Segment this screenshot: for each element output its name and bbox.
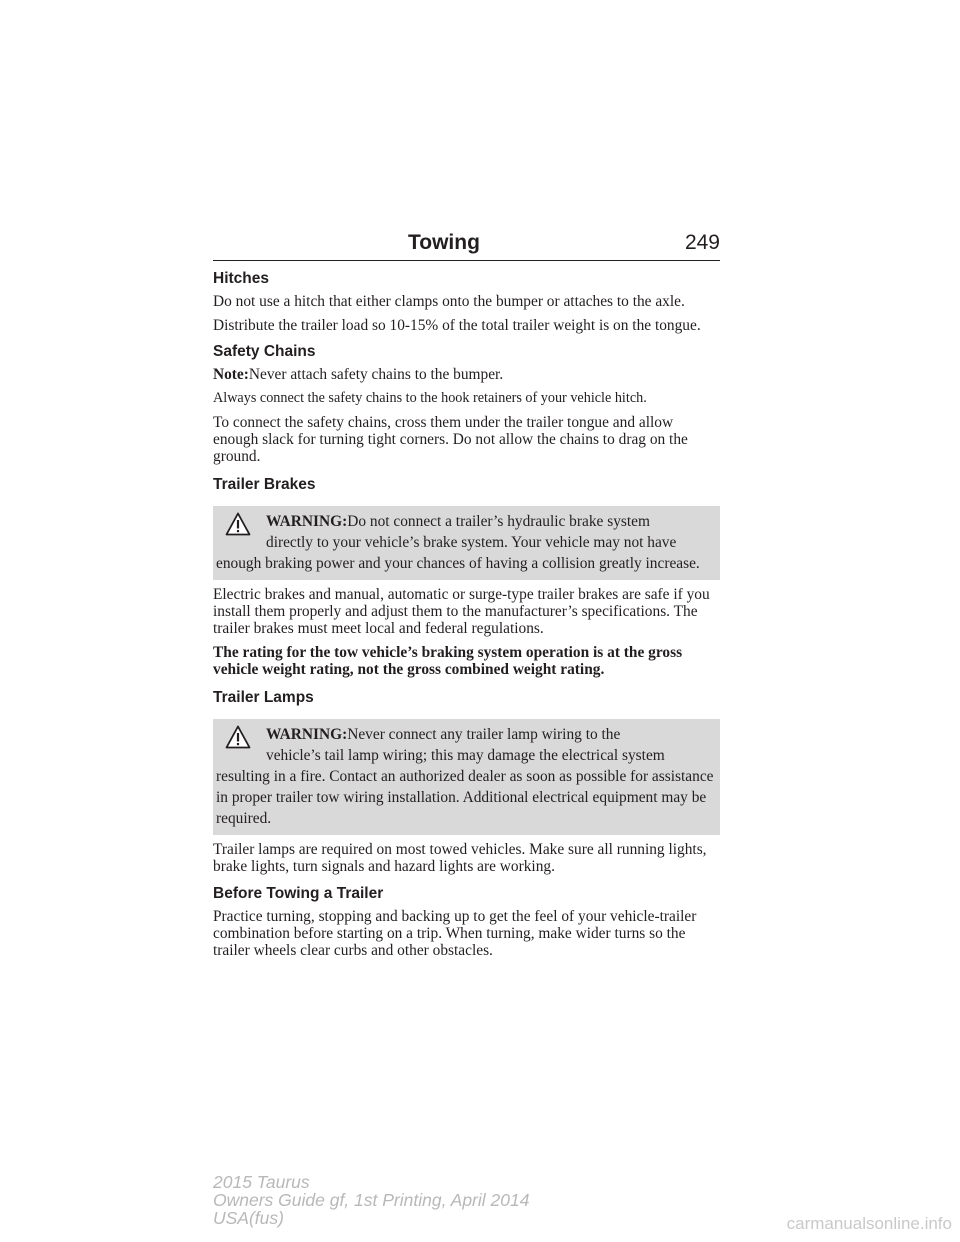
warning-triangle-icon bbox=[225, 512, 251, 536]
trailer-brakes-paragraph-1: Electric brakes and manual, automatic or surge-type trailer brakes are safe if you install them properly and adjust them to the manufacturer’s specifications. The trailer brakes must meet local and federal regulations. bbox=[213, 586, 710, 637]
warning-line-1: Never connect any trailer lamp wiring to the bbox=[347, 726, 621, 743]
warning-text-lamps bbox=[216, 724, 717, 829]
page-footer bbox=[213, 1173, 529, 1227]
footer-market: USA(fus) bbox=[213, 1208, 284, 1228]
footer-edition: Owners Guide gf, 1st Printing, April 2014 bbox=[213, 1190, 530, 1210]
safety-chains-note bbox=[213, 366, 720, 383]
warning-rest: vehicle’s tail lamp wiring; this may damage the electrical system resulting in a fire. Contact an authorized dealer as soon as possible for assistance in proper trailer tow wiring installation. Additional electrical equipment may be required. bbox=[216, 747, 714, 827]
warning-box-brakes bbox=[213, 506, 720, 580]
heading-trailer-brakes: Trailer Brakes bbox=[213, 476, 316, 493]
heading-before-towing: Before Towing a Trailer bbox=[213, 885, 384, 902]
header-divider bbox=[213, 260, 720, 261]
page-header bbox=[213, 229, 720, 261]
footer-market-code: (fus) bbox=[248, 1208, 284, 1228]
chapter-title: Towing bbox=[408, 231, 480, 254]
page-number: 249 bbox=[684, 231, 720, 254]
safety-chains-paragraph-2: To connect the safety chains, cross them under the trailer tongue and allow enough slack for turning tight corners. Do not allow the chains to drag on the ground. bbox=[213, 414, 688, 465]
warning-rest: directly to your vehicle’s brake system. Your vehicle may not have enough braking power and your chances of having a collision greatly increase. bbox=[216, 534, 700, 572]
heading-trailer-lamps: Trailer Lamps bbox=[213, 689, 314, 706]
safety-chains-paragraph-1: Always connect the safety chains to the hook retainers of your vehicle hitch. bbox=[213, 390, 647, 406]
footer-model: 2015 Taurus bbox=[213, 1172, 310, 1192]
note-text: Never attach safety chains to the bumper. bbox=[248, 366, 504, 383]
heading-safety-chains: Safety Chains bbox=[213, 343, 316, 360]
trailer-brakes-paragraph-2: The rating for the tow vehicle’s braking system operation is at the gross vehicle weight rating, not the gross combined weight rating. bbox=[213, 644, 683, 678]
trailer-lamps-paragraph-1: Trailer lamps are required on most towed vehicles. Make sure all running lights, brake lights, turn signals and hazard lights are working. bbox=[213, 841, 707, 875]
before-towing-paragraph-1: Practice turning, stopping and backing up to get the feel of your vehicle-trailer combination before starting on a trip. When turning, make wider turns so the trailer wheels clear curbs and other obstacles. bbox=[213, 908, 697, 959]
warning-text-brakes bbox=[216, 511, 717, 574]
warning-box-lamps bbox=[213, 719, 720, 835]
hitches-paragraph-1: Do not use a hitch that either clamps onto the bumper or attaches to the axle. bbox=[213, 293, 685, 310]
warning-line-1: Do not connect a trailer’s hydraulic brake system bbox=[347, 513, 650, 530]
hitches-paragraph-2: Distribute the trailer load so 10-15% of the total trailer weight is on the tongue. bbox=[213, 317, 701, 334]
note-label: Note: bbox=[213, 366, 249, 383]
page-content bbox=[213, 268, 720, 959]
site-watermark: carmanualsonline.info bbox=[786, 1214, 952, 1233]
warning-label: WARNING: bbox=[266, 726, 348, 743]
warning-label: WARNING: bbox=[266, 513, 348, 530]
warning-triangle-icon bbox=[225, 725, 251, 749]
heading-hitches: Hitches bbox=[213, 270, 269, 287]
